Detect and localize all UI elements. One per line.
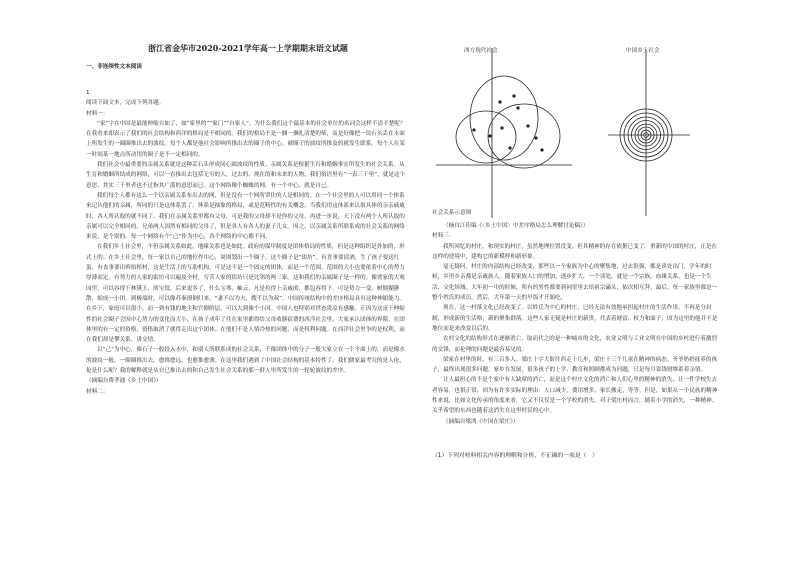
- left-paragraph: 在我们乡土社会里，不但亲属关系如此，地缘关系也是如此。政府的保甲制度是团体格局的性质，但是这种组织是外加的，形式上的。在乡土社会里，每一家以自己的地位作中心，周围划出一个圈子，这个圈子是“街坊”。有喜事要请酒，生了孩子要送红蛋，有丧事要出殡抬棺材，这是生活上的互助机构。可是这不是一个固定的团体，而是一个范围。范围的大小也要依着中心的势力厚薄而定。有势力的人家的街坊可以遍及全村，穷苦人家的街坊只是比邻的两三家。这和我们的亲属圈子是一样的。像贾家的大观园里，可以容得下林黛玉、薛宝钗，后来更多了，什么宝琴、岫云，凡是拉得上亲戚的，都包容得下。可是势力一变，树倒猢狲散，缩成一小团。到极端时，可以像苏秦潦倒归来，“妻不以为夫，嫂不以为叔”。中国传统结构中的差序格局具有这种伸缩能力。在乡下，家庭可以很小，而一到有钱的地主和官僚阶层，可以大到像个小国。中国人也特别对世态炎凉有感触，正因为这富于伸缩性的社会圈子会因中心势力的变化而大小。在孩子成年了住在家里都得给父母收膳宿费的西洋社会里，大家承认团体的界限。在团体里的有一定的资格，资格取消了就得走出这个团体。在他们不是人情冷热的问题，而是权利问题。在西洋社会里争的是权利，而在我们却是攀关系、讲交情。: [86, 244, 406, 344]
- right-paragraph: 梁家在村里的时，有三百多人。梁庄十字大街往西走十几步，梁庄十三个儿童在精神的病态。爷爷奶奶抚养的孩子，最终出现很多问题。家乡在发展，很多孩子的上学、教育和照顾都成为问题，只是每月靠钱财维系着亲情。: [432, 356, 718, 374]
- person-dot: [508, 146, 511, 149]
- right-paragraph: 现在，这一村落文化已经改变了。以姓氏为中心的村庄，已经无法有效地承担起村庄的生活作用。不再是分封制，形成新的生活格，新的聚集群落。这些人家无疑是村庄的新贵，代表着财富、权力和面子，因为这里的他并不是地位而是来改变以后的。: [432, 305, 718, 332]
- left-paragraph: （摘编自费孝通《乡土中国》）: [86, 378, 162, 385]
- right-paragraph: 材料三：: [432, 233, 455, 240]
- left-column: [86, 40, 410, 397]
- person-dot: [534, 136, 537, 139]
- person-dot: [500, 126, 503, 129]
- person-dot: [512, 94, 515, 97]
- western-society-label: 西方现代社会: [464, 48, 498, 54]
- western-society-diagram: [436, 48, 572, 218]
- right-paragraph: （摘自江佳编《〈乡土中国〉中差序格局怎么理解讨论稿》）: [443, 223, 589, 229]
- western-circle-3: [488, 104, 560, 168]
- left-paragraph: 阅读下面文本，完成下列各题。: [86, 100, 165, 107]
- person-dot: [516, 106, 519, 109]
- left-paragraph: “家”字在中国是最能伸缩自如了，如“家里的”“家门”“自家人”。为什么我们这个最基本的社会单位的名词会这样不清不楚呢？在我看来却表示了我们的社会结构和西洋的格局是不相同的。我们的格局不是一捆一捆扎清楚的柴，而是好像把一块石头丢在水面上所发生的一圈圈推出去的波纹。每个人都是他社会影响所推出去的圈子的中心。被圈子的波纹所推及的就发生联系。每个人在某一时间某一地点所动用的圈子是不一定相同的。: [86, 120, 406, 158]
- left-paragraph: 1.: [86, 90, 92, 96]
- right-paragraph: 毫无疑问，村庄的内部结构已经改变，那些以一个家族为中心的聚集地，过去很强，都是谈处出门，学年的时候，乡里乡亲都是亲戚族人。随着家族人口的增加，逐步扩大，一个谈处，就是一个宗族，血缘关系，也是一个生活、文化场域。大年初一中的时候，所有的男性都要到祠堂里去给祖宗磕头，依次相互拜，最后，每一家族里都是一整个姓氏的成员。然后，大年第一天的早饭才开始吃。: [432, 264, 718, 302]
- section-heading: 一、非连续性文本阅读: [86, 64, 142, 70]
- left-paragraph: 材料二：: [86, 388, 109, 395]
- figure-svg: [432, 40, 722, 218]
- person-dot: [526, 124, 529, 127]
- left-body: [86, 88, 410, 397]
- question-1: （1）下列对材料相关内容的理解和分析，不正确的一项是（ ）: [432, 452, 599, 459]
- right-column: [432, 40, 722, 461]
- western-circle-2: [456, 111, 516, 163]
- left-paragraph: 我们每个人都有这么一个以亲属关系布出去的网，但是没有一个网所罩住的人是相同的。在一个社会里的人可以用同一个体系来记认他们的亲属，所同的只是这体系罢了。体系是抽象的格局，或是范畴性的有关概念。当我们用这体系来认取具体的亲亲戚戚时，各人所认取的就不同了。我们在亲属关系里都有父母，可是我的父母却不是你的父母。再进一步说，天下没有两个人所认取的亲属可以完全相同的。兄弟两人固然有相同的父母了，但是各人有各人的妻子儿女。因之，以亲属关系所联系成的社会关系的网络来说，是个别的。每一个网络有个“己”作为中心，各个网络的中心都不同。: [86, 192, 405, 241]
- person-dot: [472, 128, 475, 131]
- western-circle-1: [470, 76, 538, 160]
- person-dot: [498, 100, 501, 103]
- right-paragraph: 让人最担心的不是个家中有人缺席的消亡，而是这个村庄文化的消亡和人们心里的精神的消失。让一件学校失去者容易，也很正常，因为有许多实际的理由：人口减少，费用增多，家长搬走，等等。但是，如果从一个民族的精神性来说，比如文化传承的角度来看，它又不仅仅是一个学校的消失。对于梁庄村而言，随着小学的消失，一种精神、关乎希望的东西也随着这消失在这里村民的心中。: [432, 377, 718, 415]
- left-paragraph: 以“己”为中心，像石子一般投入水中，和别人所联系成的社会关系，不像团体中的分子一般大家立在一个平面上的，而是像水的波纹一般，一圈圈推出去，愈推愈远，也愈推愈薄。在这里我们遇到了中国社会结构的基本特性了。我们儒家最考究的是人伦，伦是什么呢？我的解释就是从自己推出去的和自己发生社会关系的那一群人里所发生的一轮轮波纹的差序。: [86, 347, 405, 375]
- person-dot: [488, 134, 491, 137]
- social-relations-figure: [432, 40, 722, 218]
- right-paragraph: （摘编自梁鸿《中国在梁庄》）: [443, 418, 519, 425]
- exam-title: 浙江省金华市2020-2021学年高一上学期期末语文试题: [148, 43, 348, 53]
- chinese-rural-society-label: 中国乡土社会: [626, 48, 660, 54]
- left-paragraph: 材料一：: [86, 110, 109, 117]
- figure-caption: 社会关系示意图: [432, 210, 472, 216]
- left-paragraph: 我们社会中最重要的亲属关系就是这种丢石头形成同心圆波纹的性质。亲属关系是根据生育和婚姻事实所发生的社会关系。从生育和婚姻所结成的网络，可以一直推出去包括无穷的人，过去的、现在的和未来的人物。我们俗语里有“一表三千里”，就是这个意思，其实三千里者也不过指其广漠的意思而已。这个网络像个蜘蛛的网，有一个中心，就是自己。: [86, 162, 406, 189]
- chinese-rural-society-diagram: [608, 50, 690, 216]
- right-paragraph: 农村文化的结构形式在逐渐消亡，取而代之的是一种城市的文化，农业文明与工业文明在中国的乡村进行着激烈的交锋，而伦理的问题是最容易见的。: [432, 336, 718, 353]
- right-paragraph: 我所回忆的村庄，和现实的村庄，虽然地理位置没变，但其精神的存在依据已变了。重新的中国的村庄，正是在这样的逆境中，建构它的新模样和新形象。: [432, 243, 718, 260]
- person-dot: [540, 148, 543, 151]
- right-body: [432, 221, 722, 427]
